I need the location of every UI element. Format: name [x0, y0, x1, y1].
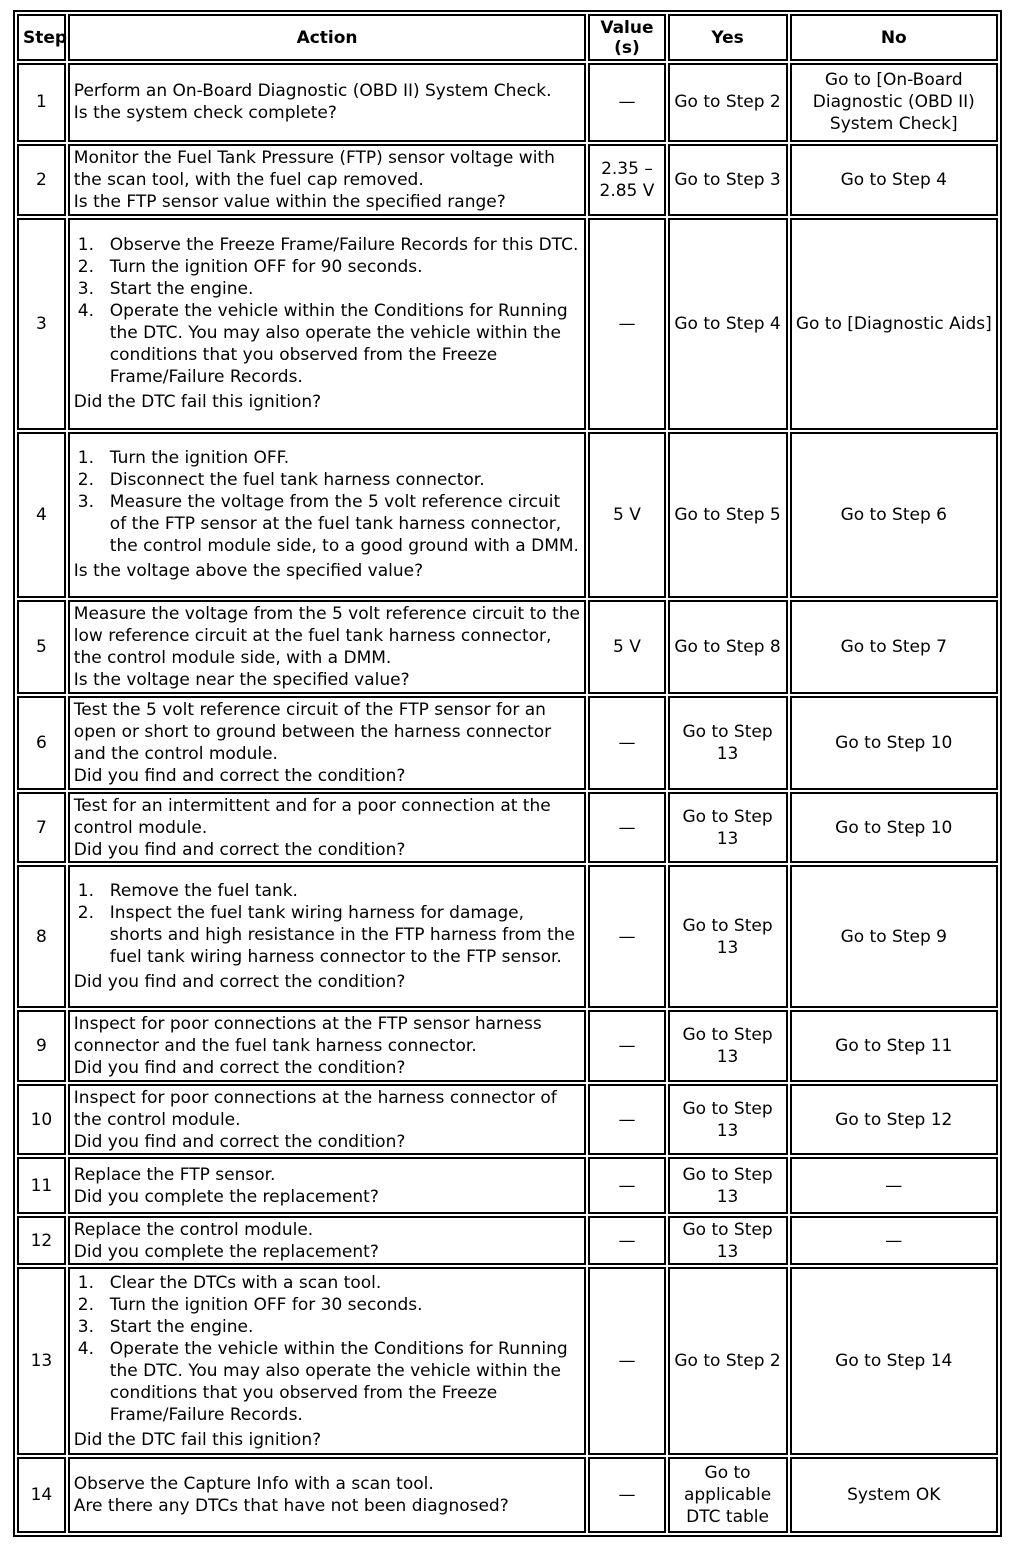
table-row [17, 63, 998, 142]
no-cell: Go to Step 11 [790, 1010, 998, 1081]
instruction-text: Remove the fuel tank. [109, 881, 298, 902]
instruction-number: 1. [77, 881, 95, 902]
table-row [17, 792, 998, 863]
yes-cell: Go to Step 13 [668, 696, 788, 790]
table-row [17, 1457, 998, 1533]
yes-cell: Go to Step 5 [668, 432, 788, 598]
action-question: Is the system check complete? [73, 103, 337, 124]
instruction-item [74, 880, 581, 902]
step-number: 5 [17, 600, 66, 694]
value-cell: 2.35 – 2.85 V [588, 144, 665, 217]
step-number: 12 [17, 1216, 66, 1265]
value-cell: — [588, 792, 665, 863]
action-question: Did you find and correct the condition? [73, 972, 406, 993]
instruction-number: 1. [77, 448, 95, 469]
action-question: Is the voltage above the specified value? [73, 561, 424, 582]
action-cell [68, 1084, 587, 1155]
yes-cell: Go to Step 13 [668, 1157, 788, 1214]
yes-cell: Go to Step 13 [668, 865, 788, 1008]
instruction-text: Operate the vehicle within the Conditions for Running the DTC. You may also operate the vehicle within the conditions that you observed from the Freeze Frame/Failure Records. [109, 301, 568, 388]
action-cell [68, 1216, 587, 1265]
action-cell [68, 600, 587, 694]
value-cell: 5 V [588, 432, 665, 598]
action-question: Did you find and correct the condition? [73, 1131, 406, 1152]
header-step: Step [17, 14, 66, 61]
instruction-item [74, 1338, 581, 1426]
table-row [17, 696, 998, 790]
action-cell [68, 792, 587, 863]
action-cell [68, 1267, 587, 1455]
yes-cell: Go to Step 2 [668, 63, 788, 142]
value-cell: — [588, 1010, 665, 1081]
step-number: 3 [17, 218, 66, 429]
value-cell: — [588, 865, 665, 1008]
value-cell: — [588, 1157, 665, 1214]
value-cell: 5 V [588, 600, 665, 694]
step-number: 8 [17, 865, 66, 1008]
instruction-text: Inspect the fuel tank wiring harness for damage, shorts and high resistance in the FTP harness from the fuel tank wiring harness connector to the FTP sensor. [109, 903, 575, 968]
action-question: Are there any DTCs that have not been diagnosed? [73, 1496, 509, 1517]
instruction-number: 2. [77, 470, 95, 491]
instruction-text: Operate the vehicle within the Conditions for Running the DTC. You may also operate the vehicle within the conditions that you observed from the Freeze Frame/Failure Records. [109, 1338, 568, 1425]
instruction-number: 3. [77, 492, 95, 513]
no-cell: Go to Step 9 [790, 865, 998, 1008]
action-cell [68, 696, 587, 790]
table-row [17, 1267, 998, 1455]
table-row [17, 1010, 998, 1081]
table-row [17, 865, 998, 1008]
step-number: 2 [17, 144, 66, 217]
action-question: Did the DTC fail this ignition? [73, 1429, 322, 1450]
no-cell: — [790, 1157, 998, 1214]
action-text: Observe the Capture Info with a scan tool. [73, 1474, 434, 1495]
no-cell: Go to Step 7 [790, 600, 998, 694]
instruction-number: 4. [77, 1338, 95, 1359]
action-cell [68, 1457, 587, 1533]
yes-cell: Go to Step 4 [668, 218, 788, 429]
table-row [17, 600, 998, 694]
instruction-text: Measure the voltage from the 5 volt reference circuit of the FTP sensor at the fuel tank harness connector, the control module side, to a good ground with a DMM. [109, 492, 579, 557]
instruction-list [74, 1272, 581, 1426]
table-row [17, 1216, 998, 1265]
instruction-text: Clear the DTCs with a scan tool. [109, 1272, 382, 1293]
table-body [17, 63, 998, 1533]
instruction-item [74, 1294, 581, 1316]
step-number: 11 [17, 1157, 66, 1214]
instruction-list [74, 447, 581, 557]
action-cell [68, 1157, 587, 1214]
instruction-item [74, 1316, 581, 1338]
action-text: Replace the FTP sensor. [73, 1164, 276, 1185]
yes-cell: Go to Step 13 [668, 1010, 788, 1081]
action-question: Did you complete the replacement? [73, 1186, 379, 1207]
step-number: 6 [17, 696, 66, 790]
no-cell: System OK [790, 1457, 998, 1533]
action-question: Did you find and correct the condition? [73, 839, 406, 860]
instruction-item [74, 469, 581, 491]
diagnostic-table-wrapper [13, 10, 1002, 1537]
step-number: 7 [17, 792, 66, 863]
action-question: Did you find and correct the condition? [73, 765, 406, 786]
value-cell: — [588, 1267, 665, 1455]
yes-cell: Go to Step 3 [668, 144, 788, 217]
yes-cell: Go to Step 13 [668, 1084, 788, 1155]
header-no: No [790, 14, 998, 61]
header-yes: Yes [668, 14, 788, 61]
action-cell [68, 865, 587, 1008]
instruction-item [74, 491, 581, 557]
action-text: Inspect for poor connections at the FTP sensor harness connector and the fuel tank harness connector. [73, 1014, 542, 1057]
action-text: Test for an intermittent and for a poor connection at the control module. [73, 795, 551, 838]
diagnostic-table [13, 10, 1002, 1537]
instruction-text: Start the engine. [109, 1316, 254, 1337]
table-row [17, 432, 998, 598]
step-number: 10 [17, 1084, 66, 1155]
instruction-text: Turn the ignition OFF for 30 seconds. [109, 1294, 423, 1315]
table-row [17, 1084, 998, 1155]
instruction-item [74, 256, 581, 278]
instruction-number: 3. [77, 279, 95, 300]
table-row [17, 1157, 998, 1214]
instruction-item [74, 300, 581, 388]
yes-cell: Go to Step 2 [668, 1267, 788, 1455]
no-cell: Go to Step 4 [790, 144, 998, 217]
step-number: 4 [17, 432, 66, 598]
instruction-number: 2. [77, 1294, 95, 1315]
header-row [17, 14, 998, 61]
no-cell: Go to Step 12 [790, 1084, 998, 1155]
header-action: Action [68, 14, 587, 61]
instruction-text: Observe the Freeze Frame/Failure Records for this DTC. [109, 235, 579, 256]
instruction-text: Disconnect the fuel tank harness connector. [109, 470, 485, 491]
value-cell: — [588, 1216, 665, 1265]
yes-cell: Go to Step 13 [668, 1216, 788, 1265]
action-cell [68, 1010, 587, 1081]
instruction-item [74, 447, 581, 469]
value-cell: — [588, 63, 665, 142]
yes-cell: Go to Step 13 [668, 792, 788, 863]
header-value: Value (s) [588, 14, 665, 61]
step-number: 9 [17, 1010, 66, 1081]
step-number: 1 [17, 63, 66, 142]
action-text: Test the 5 volt reference circuit of the FTP sensor for an open or short to ground between the harness connector and the control module. [73, 699, 552, 764]
no-cell: Go to Step 10 [790, 792, 998, 863]
action-text: Measure the voltage from the 5 volt reference circuit to the low reference circuit at the fuel tank harness connector, the control module side, with a DMM. [73, 603, 580, 668]
step-number: 14 [17, 1457, 66, 1533]
instruction-number: 1. [77, 235, 95, 256]
value-cell: — [588, 696, 665, 790]
action-cell [68, 144, 587, 217]
action-text: Perform an On-Board Diagnostic (OBD II) System Check. [73, 81, 552, 102]
table-row [17, 144, 998, 217]
action-cell [68, 218, 587, 429]
instruction-number: 4. [77, 301, 95, 322]
table-row [17, 218, 998, 429]
instruction-item [74, 902, 581, 968]
instruction-text: Turn the ignition OFF for 90 seconds. [109, 257, 423, 278]
step-number: 13 [17, 1267, 66, 1455]
value-cell: — [588, 1457, 665, 1533]
instruction-text: Turn the ignition OFF. [109, 448, 290, 469]
no-cell: Go to Step 14 [790, 1267, 998, 1455]
action-question: Is the voltage near the specified value? [73, 669, 410, 690]
instruction-text: Start the engine. [109, 279, 254, 300]
instruction-list [74, 234, 581, 388]
no-cell: — [790, 1216, 998, 1265]
instruction-number: 2. [77, 257, 95, 278]
instruction-number: 1. [77, 1272, 95, 1293]
action-question: Is the FTP sensor value within the specified range? [73, 191, 506, 212]
action-text: Inspect for poor connections at the harness connector of the control module. [73, 1087, 557, 1130]
yes-cell: Go to Step 8 [668, 600, 788, 694]
value-cell: — [588, 1084, 665, 1155]
instruction-number: 3. [77, 1316, 95, 1337]
action-text: Monitor the Fuel Tank Pressure (FTP) sensor voltage with the scan tool, with the fuel cap removed. [73, 147, 555, 190]
instruction-item [74, 278, 581, 300]
no-cell: Go to [Diagnostic Aids] [790, 218, 998, 429]
instruction-number: 2. [77, 903, 95, 924]
action-question: Did you find and correct the condition? [73, 1058, 406, 1079]
instruction-item [74, 234, 581, 256]
instruction-item [74, 1272, 581, 1294]
action-text: Replace the control module. [73, 1219, 314, 1240]
yes-cell: Go to applicable DTC table [668, 1457, 788, 1533]
instruction-list [74, 880, 581, 968]
no-cell: Go to Step 6 [790, 432, 998, 598]
value-cell: — [588, 218, 665, 429]
action-cell [68, 432, 587, 598]
no-cell: Go to [On-Board Diagnostic (OBD II) System Check] [790, 63, 998, 142]
action-question: Did the DTC fail this ignition? [73, 392, 322, 413]
action-cell [68, 63, 587, 142]
action-question: Did you complete the replacement? [73, 1241, 379, 1262]
no-cell: Go to Step 10 [790, 696, 998, 790]
